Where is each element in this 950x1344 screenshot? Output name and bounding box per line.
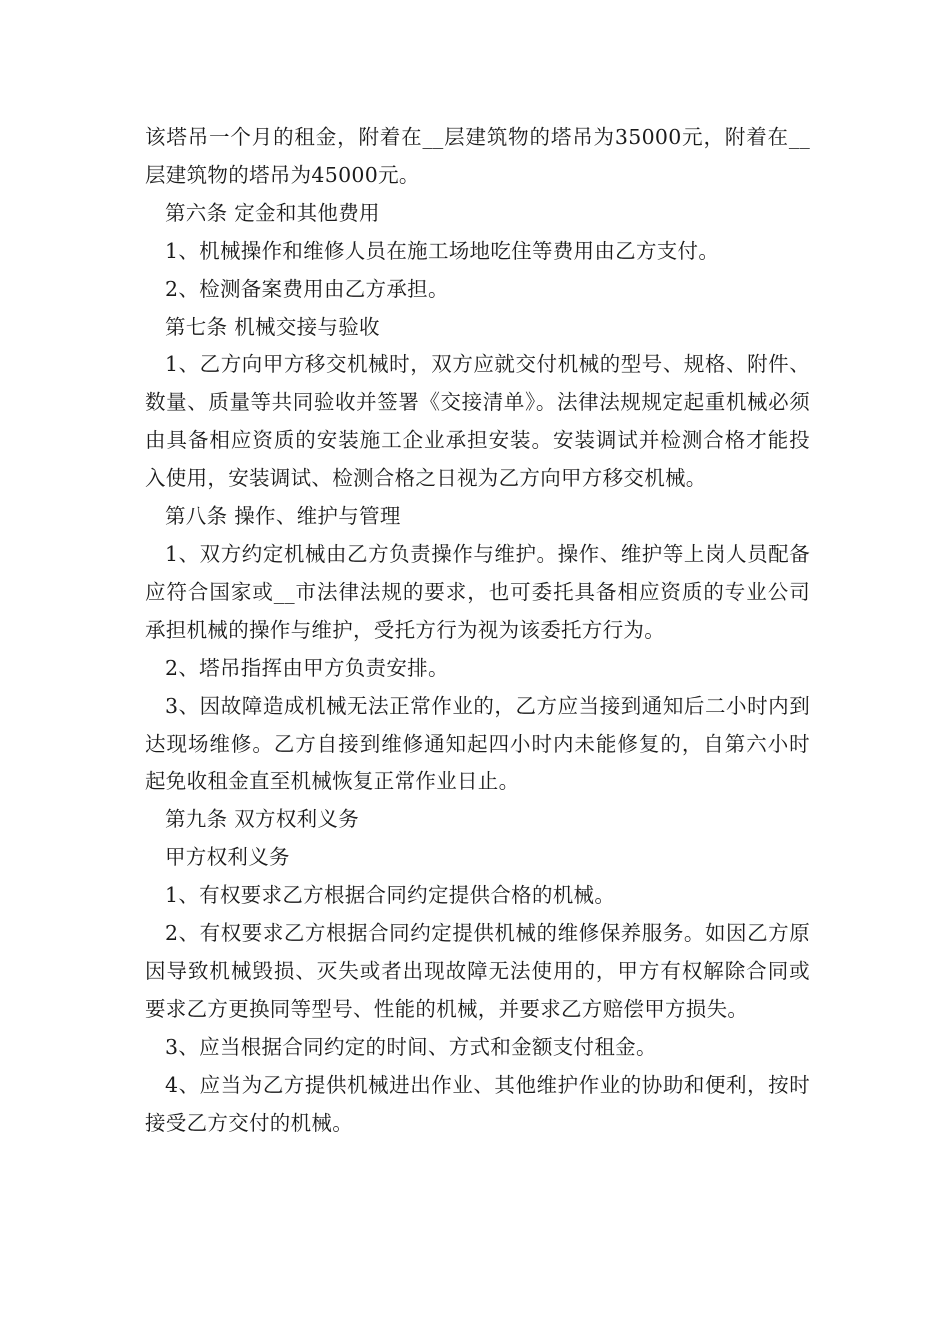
heading-article-9: 第九条 双方权利义务 (165, 807, 360, 832)
paragraph-party-a-item-2: 2、有权要求乙方根据合同约定提供机械的维修保养服务。如因乙方原因导致机械毁损、灭失或者出现故障无法使用的，甲方有权解除合同或要求乙方更换同等型号、性能的机械，并要求乙方赔偿甲方损失。 (145, 921, 810, 1021)
paragraph-article-6-item-2: 2、检测备案费用由乙方承担。 (165, 276, 449, 301)
paragraph-article-7-item-1: 1、乙方向甲方移交机械时，双方应就交付机械的型号、规格、附件、数量、质量等共同验收并签署《交接清单》。法律法规规定起重机械必须由具备相应资质的安装施工企业承担安装。安装调试并检测合格才能投入使用，安装调试、检测合格之日视为乙方向甲方移交机械。 (145, 352, 810, 491)
heading-article-6: 第六条 定金和其他费用 (165, 200, 380, 225)
paragraph-article-6-item-1: 1、机械操作和维修人员在施工场地吃住等费用由乙方支付。 (165, 238, 720, 263)
paragraph-party-a-item-1: 1、有权要求乙方根据合同约定提供合格的机械。 (165, 883, 616, 908)
paragraph-party-a-item-3: 3、应当根据合同约定的时间、方式和金额支付租金。 (165, 1034, 657, 1059)
paragraph-article-8-item-1: 1、双方约定机械由乙方负责操作与维护。操作、维护等上岗人员配备应符合国家或__市法律法规的要求，也可委托具备相应资质的专业公司承担机械的操作与维护，受托方行为视为该委托方行为。 (145, 541, 810, 642)
subheading-party-a-rights: 甲方权利义务 (165, 845, 290, 870)
paragraph-party-a-item-4: 4、应当为乙方提供机械进出作业、其他维护作业的协助和便利，按时接受乙方交付的机械。 (145, 1072, 810, 1135)
paragraph-article-8-item-2: 2、塔吊指挥由甲方负责安排。 (165, 655, 449, 680)
heading-article-7: 第七条 机械交接与验收 (165, 314, 380, 339)
heading-article-8: 第八条 操作、维护与管理 (165, 504, 401, 529)
document-body (145, 119, 810, 1142)
paragraph-rent-continuation: 该塔吊一个月的租金，附着在__层建筑物的塔吊为35000元，附着在__层建筑物的塔吊为45000元。 (145, 125, 810, 187)
paragraph-article-8-item-3: 3、因故障造成机械无法正常作业的，乙方应当接到通知后二小时内到达现场维修。乙方自接到维修通知起四小时内未能修复的，自第六小时起免收租金直至机械恢复正常作业日止。 (145, 693, 810, 794)
